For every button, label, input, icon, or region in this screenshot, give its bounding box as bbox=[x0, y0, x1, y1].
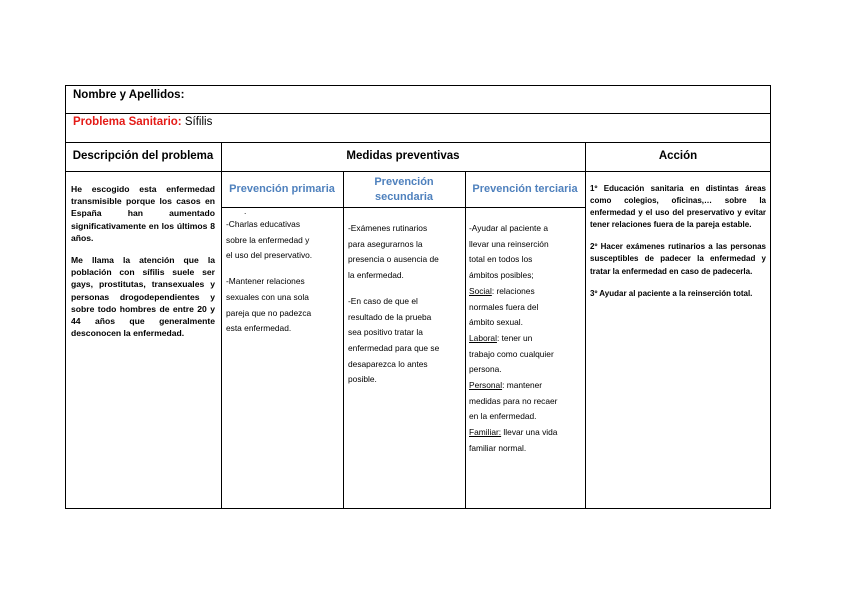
tertiary-social bbox=[469, 284, 584, 300]
name-label: Nombre y Apellidos: bbox=[73, 89, 185, 101]
problem-label: Problema Sanitario: bbox=[73, 116, 182, 128]
social-text: : relaciones bbox=[491, 285, 535, 296]
secondary-line: -Exámenes rutinarios bbox=[348, 223, 428, 233]
tertiary-line: persona. bbox=[469, 364, 502, 375]
table-border-right bbox=[770, 85, 771, 509]
secondary-line: desaparezca lo antes bbox=[348, 358, 428, 369]
table-rule bbox=[65, 113, 771, 114]
description-header: Descripción del problema bbox=[72, 150, 214, 162]
action-content bbox=[590, 183, 766, 310]
tertiary-line: -Ayudar al paciente a bbox=[469, 223, 548, 233]
social-label: Social bbox=[469, 285, 492, 296]
table-border-bottom bbox=[65, 508, 771, 509]
action-item: 1º Educación sanitaria en distintas áreas como colegios, oficinas,… sobre la enfermedad y el uso del preservativo y evitar tener relaciones fuera de la pareja estable. bbox=[590, 184, 766, 230]
table-rule bbox=[65, 142, 771, 143]
tertiary-prevention-header: Prevención terciaria bbox=[472, 183, 578, 195]
tertiary-line: medidas para no recaer bbox=[469, 395, 558, 406]
tertiary-familiar bbox=[469, 425, 584, 441]
tertiary-line: ámbitos posibles; bbox=[469, 270, 534, 281]
primary-line: sobre la enfermedad y bbox=[226, 234, 310, 245]
personal-label: Personal bbox=[469, 380, 503, 391]
description-paragraph: Me llama la atención que la población con sífilis suele ser gays, prostitutas, transexuales y personas drogodependientes y sobre todo hombres de entre 20 y 44 años que generalmente desconocen la enfermedad. bbox=[71, 255, 215, 339]
primary-line: pareja que no padezca bbox=[226, 307, 312, 318]
personal-text: : mantener bbox=[502, 380, 543, 391]
tertiary-line: total en todos los bbox=[469, 254, 533, 265]
laboral-text: : tener un bbox=[496, 332, 533, 343]
tertiary-laboral bbox=[469, 331, 584, 347]
secondary-header-line: secundaria bbox=[374, 191, 434, 203]
tertiary-line: trabajo como cualquier bbox=[469, 348, 554, 359]
action-header: Acción bbox=[658, 150, 698, 162]
action-item: 3º Ayudar al paciente a la reinserción total. bbox=[590, 288, 753, 298]
primary-line: -Charlas educativas bbox=[226, 219, 301, 229]
description-paragraph: He escogido esta enfermedad transmisible porque los casos en España han aumentado significativamente en los últimos 8 años. bbox=[71, 184, 215, 243]
secondary-line: sea positivo tratar la bbox=[348, 327, 423, 338]
tertiary-prevention-content bbox=[469, 221, 584, 457]
laboral-label: Laboral bbox=[469, 332, 497, 343]
table-column-rule bbox=[585, 142, 586, 509]
table-rule bbox=[65, 171, 771, 172]
prevention-table bbox=[65, 85, 771, 509]
table-column-rule bbox=[465, 171, 466, 509]
secondary-line: presencia o ausencia de bbox=[348, 254, 439, 265]
tertiary-line: en la enfermedad. bbox=[469, 411, 537, 422]
secondary-line: resultado de la prueba bbox=[348, 311, 432, 322]
problem-row bbox=[73, 116, 212, 128]
action-item: 2º Hacer exámenes rutinarios a las personas susceptibles de padecer la enfermedad y tratar la enfermedad en caso de padecerla. bbox=[590, 242, 766, 276]
table-border-left bbox=[65, 85, 66, 509]
secondary-line: para asegurarnos la bbox=[348, 238, 423, 249]
secondary-line: enfermedad para que se bbox=[348, 342, 440, 353]
familiar-text: llevar una vida bbox=[501, 427, 558, 438]
secondary-line: -En caso de que el bbox=[348, 295, 418, 306]
familiar-label: Familiar: bbox=[469, 427, 502, 438]
secondary-prevention-content bbox=[348, 221, 464, 388]
table-border-top bbox=[65, 85, 771, 86]
tertiary-line: familiar normal. bbox=[469, 442, 527, 453]
table-column-rule bbox=[343, 171, 344, 509]
secondary-line: la enfermedad. bbox=[348, 270, 404, 281]
tertiary-line: normales fuera del bbox=[469, 301, 539, 312]
primary-prevention-content bbox=[226, 205, 341, 337]
tertiary-personal bbox=[469, 378, 584, 394]
measures-header: Medidas preventivas bbox=[346, 150, 460, 162]
stray-dot: . bbox=[244, 206, 247, 216]
problem-value: Sífilis bbox=[184, 116, 213, 128]
tertiary-line: llevar una reinserción bbox=[469, 238, 549, 249]
secondary-line: posible. bbox=[348, 374, 377, 385]
problem-description bbox=[71, 183, 215, 349]
primary-prevention-header: Prevención primaria bbox=[229, 183, 335, 195]
table-column-rule bbox=[221, 142, 222, 509]
primary-line: el uso del preservativo. bbox=[226, 250, 313, 261]
primary-line: -Mantener relaciones bbox=[226, 276, 305, 287]
secondary-prevention-header bbox=[343, 175, 465, 205]
primary-line: esta enfermedad. bbox=[226, 323, 292, 334]
secondary-header-line: Prevención bbox=[374, 176, 434, 188]
primary-line: sexuales con una sola bbox=[226, 291, 309, 302]
tertiary-line: ámbito sexual. bbox=[469, 317, 523, 328]
